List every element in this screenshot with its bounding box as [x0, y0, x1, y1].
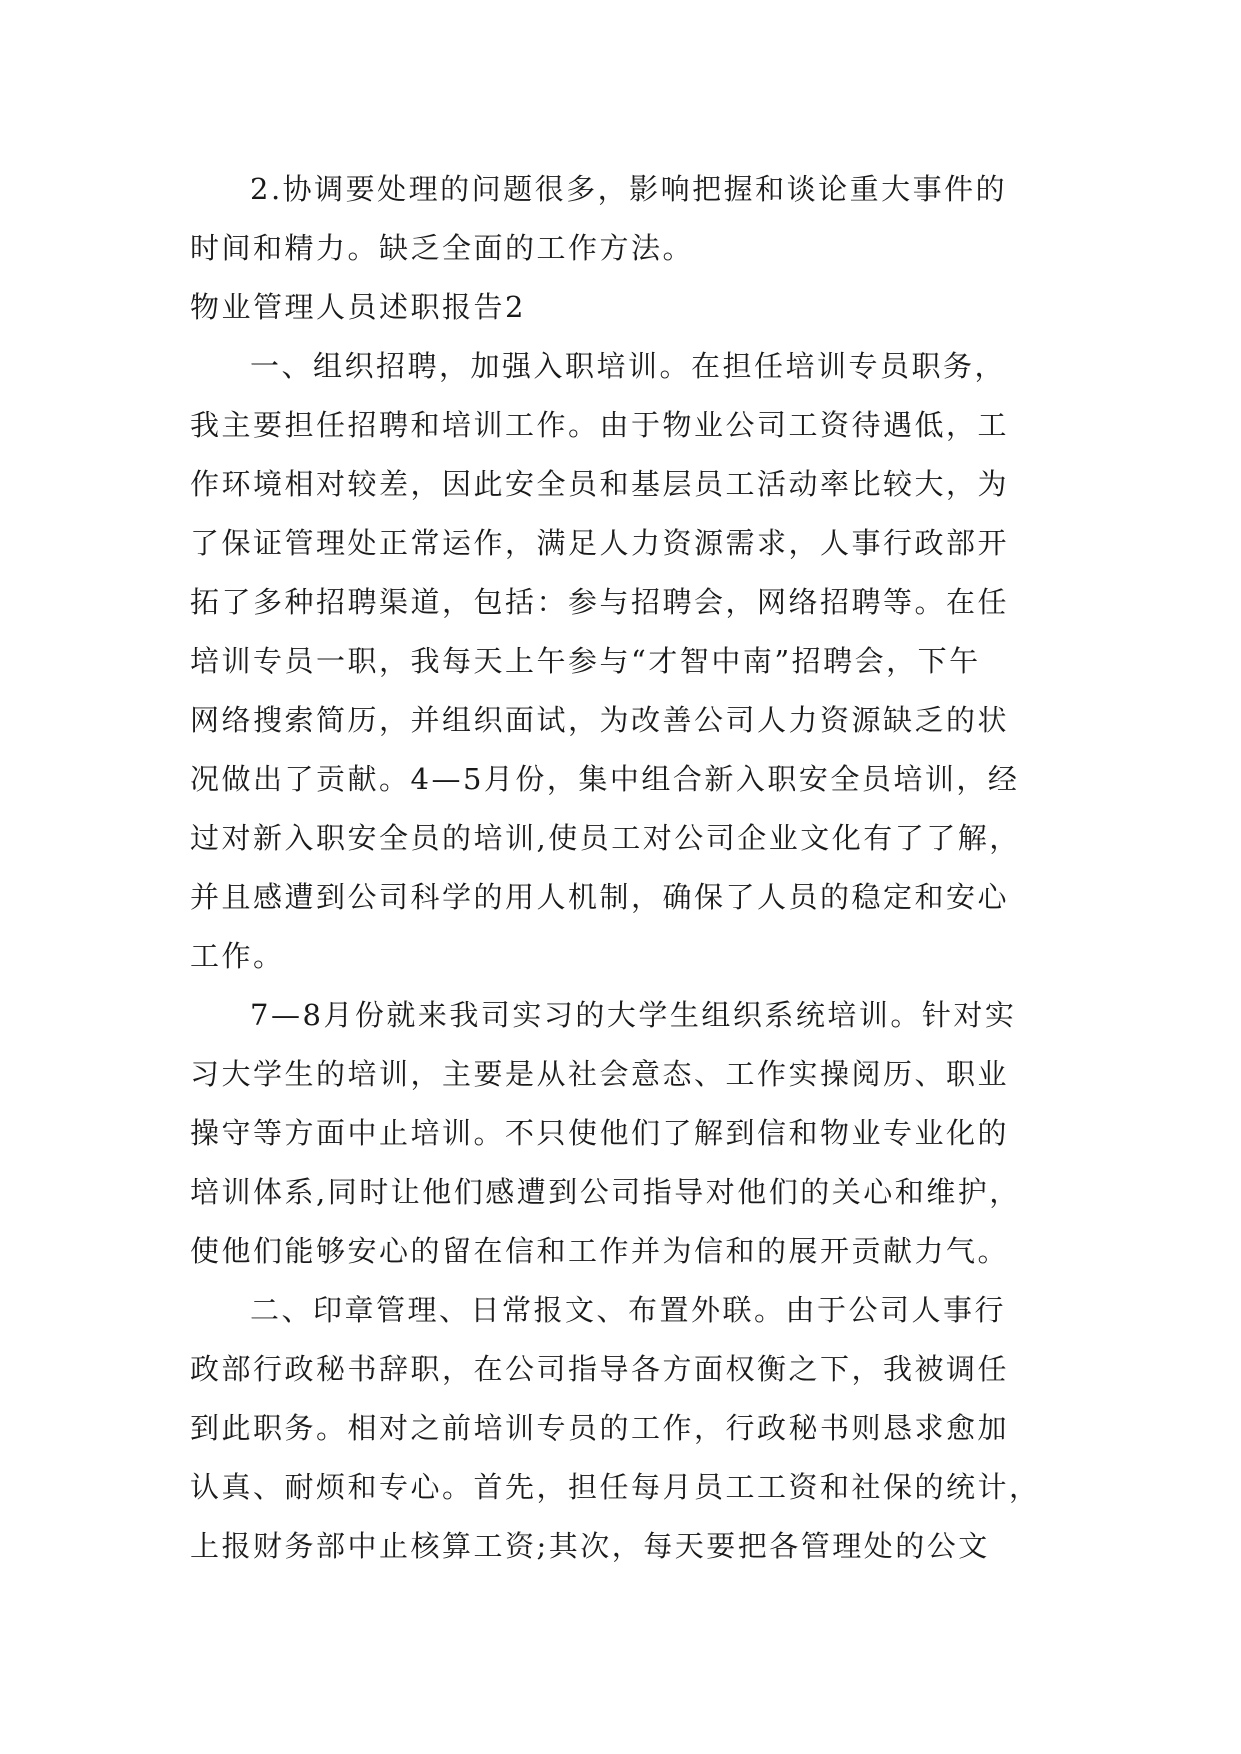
paragraph-line: 网络搜索简历，并组织面试，为改善公司人力资源缺乏的状	[190, 703, 1010, 737]
paragraph-line: 过对新入职安全员的培训,使员工对公司企业文化有了了解，	[190, 821, 1021, 855]
paragraph-line: 2.协调要处理的问题很多，影响把握和谈论重大事件的	[250, 172, 1008, 206]
paragraph-line: 二、印章管理、日常报文、布置外联。由于公司人事行	[250, 1293, 1007, 1327]
paragraph-line: 操守等方面中止培训。不只使他们了解到信和物业专业化的	[190, 1116, 1010, 1150]
section-title: 物业管理人员述职报告2	[190, 290, 526, 324]
paragraph-line: 习大学生的培训，主要是从社会意态、工作实操阅历、职业	[190, 1057, 1010, 1091]
paragraph-line: 并且感遭到公司科学的用人机制，确保了人员的稳定和安心	[190, 880, 1010, 914]
document-body	[190, 160, 1050, 1576]
paragraph-line: 作环境相对较差，因此安全员和基层员工活动率比较大，为	[190, 467, 1010, 501]
paragraph-line: 时间和精力。缺乏全面的工作方法。	[190, 231, 695, 265]
paragraph-line: 使他们能够安心的留在信和工作并为信和的展开贡献力气。	[190, 1234, 1010, 1268]
paragraph-line: 拓了多种招聘渠道，包括：参与招聘会，网络招聘等。在任	[190, 585, 1010, 619]
paragraph-line: 到此职务。相对之前培训专员的工作，行政秘书则恳求愈加	[190, 1411, 1010, 1445]
paragraph-line: 了保证管理处正常运作，满足人力资源需求，人事行政部开	[190, 526, 1010, 560]
paragraph-line: 工作。	[190, 939, 285, 973]
paragraph-line: 我主要担任招聘和培训工作。由于物业公司工资待遇低，工	[190, 408, 1010, 442]
paragraph-line: 培训专员一职，我每天上午参与“才智中南”招聘会，下午	[190, 644, 981, 678]
paragraph-line: 况做出了贡献。4—5月份，集中组合新入职安全员培训，经	[190, 762, 1020, 796]
paragraph-line: 一、组织招聘，加强入职培训。在担任培训专员职务，	[250, 349, 1007, 383]
paragraph-line: 培训体系,同时让他们感遭到公司指导对他们的关心和维护，	[190, 1175, 1021, 1209]
paragraph-line: 7—8月份就来我司实习的大学生组织系统培训。针对实	[250, 998, 1017, 1032]
paragraph-line: 政部行政秘书辞职，在公司指导各方面权衡之下，我被调任	[190, 1352, 1010, 1386]
paragraph-line: 上报财务部中止核算工资;其次，每天要把各管理处的公文	[190, 1529, 990, 1563]
paragraph-line: 认真、耐烦和专心。首先，担任每月员工工资和社保的统计，	[190, 1470, 1041, 1504]
